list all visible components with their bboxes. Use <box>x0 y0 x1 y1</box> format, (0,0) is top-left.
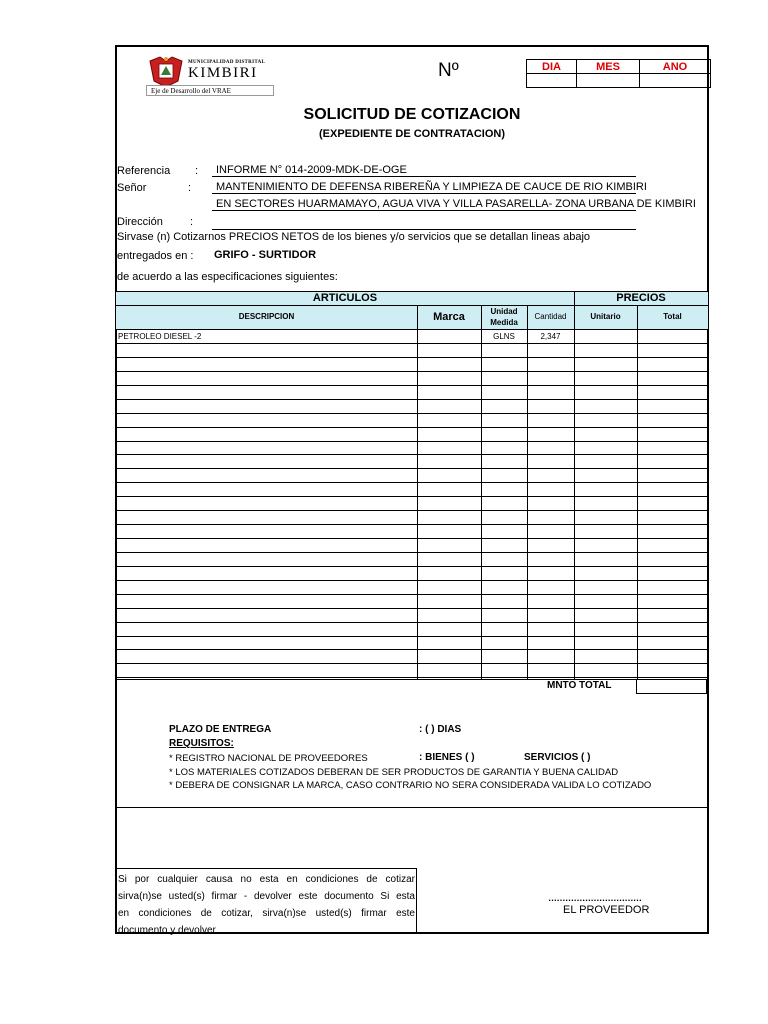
table-row-line <box>116 524 708 525</box>
direccion-label: Dirección <box>117 216 163 228</box>
row-1-unidad: GLNS <box>493 332 515 341</box>
table-top-line <box>116 291 708 292</box>
table-row-line <box>116 454 708 455</box>
table-header-line <box>116 329 708 330</box>
footer-note-line-1: Si por cualquier causa no esta en condiciones de cotizar <box>118 874 415 885</box>
requisito-1: * REGISTRO NACIONAL DE PROVEEDORES <box>169 753 368 764</box>
bienes-option[interactable]: : BIENES ( ) <box>419 752 475 763</box>
table-row-line <box>116 580 708 581</box>
table-row-line <box>116 608 708 609</box>
direccion-colon: : <box>190 216 194 228</box>
table-row-line <box>116 427 708 428</box>
logo-tagline: Eje de Desarrollo del VRAE <box>146 85 274 96</box>
senor-colon: : <box>188 182 192 194</box>
referencia-colon: : <box>195 165 199 177</box>
table-column-line <box>417 305 418 679</box>
entregados-value: GRIFO - SURTIDOR <box>214 249 317 261</box>
table-row-line <box>116 343 708 344</box>
mnto-total-field[interactable] <box>636 680 707 694</box>
row-1-cantidad: 2,347 <box>540 332 561 341</box>
document-number-label: Nº <box>438 60 459 81</box>
table-row-line <box>116 663 708 664</box>
table-row-line <box>116 622 708 623</box>
table-column-line <box>527 305 528 679</box>
plazo-label: PLAZO DE ENTREGA <box>169 724 272 735</box>
table-row-line <box>116 594 708 595</box>
referencia-label: Referencia <box>117 165 171 177</box>
table-row-line <box>116 413 708 414</box>
table-row-line <box>116 538 708 539</box>
table-row-line <box>116 636 708 637</box>
conditions-bottom-line <box>116 807 708 808</box>
footer-note-line-4: documento y devolver <box>118 925 216 936</box>
signature-label: EL PROVEEDOR <box>563 904 650 916</box>
plazo-value: : ( ) DIAS <box>419 724 462 735</box>
footer-note-line-2: sirva(n)se usted(s) firmar - devolver este documento Si esta <box>118 891 415 902</box>
table-row-line <box>116 468 708 469</box>
signature-line[interactable]: …………………………… <box>548 893 642 903</box>
document-frame <box>115 45 709 934</box>
senor-label: Señor <box>117 182 147 194</box>
col-descripcion: DESCRIPCION <box>238 312 295 321</box>
footer-note-line-3: en condiciones de cotizar, sirva(n)se usted(s) firmar este <box>118 908 415 919</box>
senor-value-2: EN SECTORES HUARMAMAYO, AGUA VIVA Y VILLA PASARELLA- ZONA URBANA DE KIMBIRI <box>216 198 696 210</box>
group-articulos: ARTICULOS <box>312 292 378 304</box>
document-subtitle: (EXPEDIENTE DE CONTRATACION) <box>319 128 505 140</box>
col-medida: Medida <box>490 318 518 327</box>
col-cantidad: Cantidad <box>534 312 567 321</box>
senor-value-1: MANTENIMIENTO DE DEFENSA RIBEREÑA Y LIMPIEZA DE CAUCE DE RIO KIMBIRI <box>216 181 647 193</box>
col-marca: Marca <box>433 311 465 323</box>
coat-of-arms-icon <box>146 55 186 89</box>
senor-field-1[interactable] <box>212 181 647 194</box>
requisito-3: * DEBERA DE CONSIGNAR LA MARCA, CASO CONTRARIO NO SERA CONSIDERADA VALIDA LO COTIZADO <box>169 780 652 791</box>
table-bottom-line <box>116 679 708 680</box>
logo-municipality: MUNICIPALIDAD DISTRITAL <box>188 60 266 65</box>
group-precios: PRECIOS <box>616 292 666 304</box>
date-month-value[interactable] <box>577 74 640 88</box>
table-row-line <box>116 649 708 650</box>
row-1-descripcion: PETROLEO DIESEL -2 <box>118 332 202 341</box>
referencia-field[interactable] <box>212 164 636 177</box>
sirvase-text: Sirvase (n) Cotizarnos PRECIOS NETOS de los bienes y/o servicios que se detallan lineas abajo <box>117 231 591 243</box>
entregados-label: entregados en : <box>117 250 194 262</box>
table-row-line <box>116 496 708 497</box>
municipality-logo <box>146 55 276 97</box>
footer-note <box>118 871 415 939</box>
date-year-value[interactable] <box>640 74 711 88</box>
logo-name: KIMBIRI <box>188 65 258 81</box>
date-day-value[interactable] <box>527 74 577 88</box>
col-unitario: Unitario <box>590 312 621 321</box>
table-row-line <box>116 385 708 386</box>
date-header-month: MES <box>577 60 640 74</box>
table-row-line <box>116 510 708 511</box>
date-header-year: ANO <box>640 60 711 74</box>
table-row-line <box>116 566 708 567</box>
direccion-field[interactable] <box>212 215 636 230</box>
table-row-line <box>116 441 708 442</box>
table-row-line <box>116 677 708 678</box>
col-unidad: Unidad <box>490 307 518 316</box>
table-row-line <box>116 357 708 358</box>
servicios-option[interactable]: SERVICIOS ( ) <box>524 752 591 763</box>
senor-field-2[interactable] <box>212 198 696 211</box>
date-table <box>526 59 711 88</box>
referencia-value: INFORME N° 014-2009-MDK-DE-OGE <box>216 164 407 176</box>
table-row-line <box>116 399 708 400</box>
requisitos-label: REQUISITOS: <box>169 738 234 749</box>
document-title: SOLICITUD DE COTIZACION <box>303 106 521 123</box>
table-row-line <box>116 371 708 372</box>
requisito-2: * LOS MATERIALES COTIZADOS DEBERAN DE SER PRODUCTOS DE GARANTIA Y BUENA CALIDAD <box>169 767 619 778</box>
mnto-total-label: MNTO TOTAL <box>547 680 612 691</box>
table-column-line <box>481 305 482 679</box>
col-total: Total <box>663 312 682 321</box>
table-column-line <box>574 305 575 679</box>
table-column-line <box>637 305 638 679</box>
table-row-line <box>116 482 708 483</box>
precios-divider <box>574 291 575 305</box>
date-header-day: DIA <box>527 60 577 74</box>
acuerdo-text: de acuerdo a las especificaciones siguientes: <box>117 271 338 283</box>
table-group-line <box>116 305 708 306</box>
table-row-line <box>116 552 708 553</box>
